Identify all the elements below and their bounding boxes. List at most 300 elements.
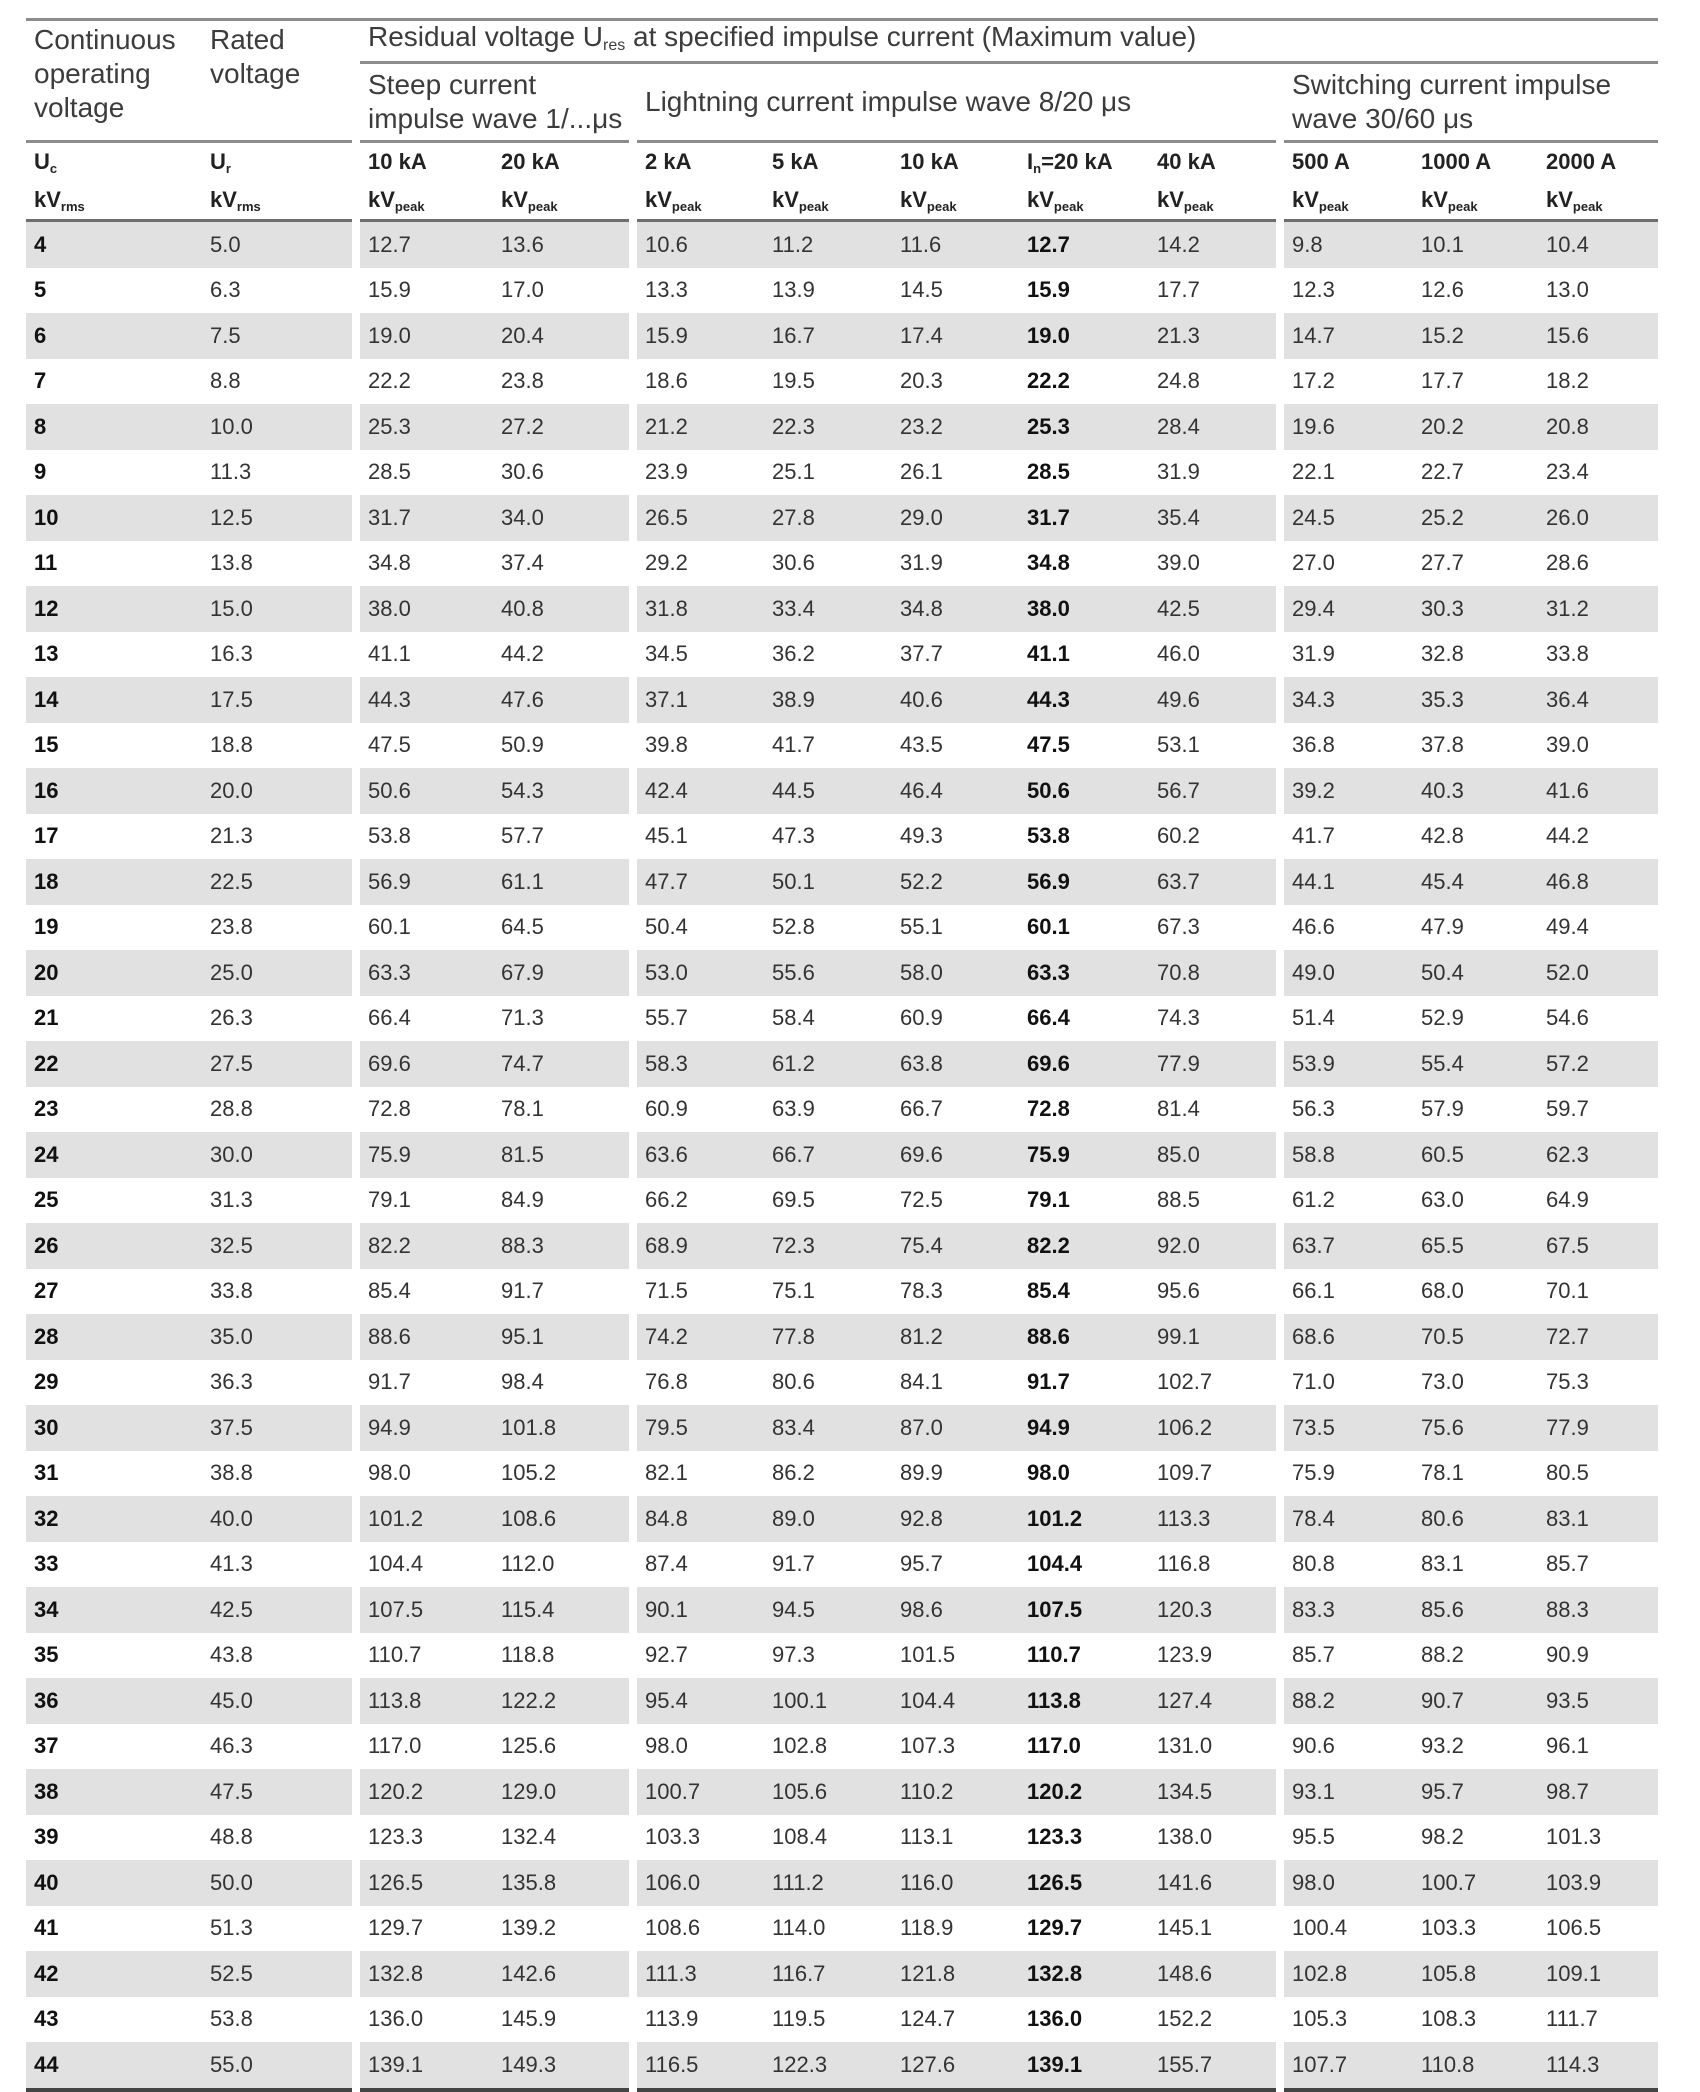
cell-col-7: 136.0 (1027, 2006, 1083, 2032)
cell-col-9: 17.2 (1292, 368, 1335, 394)
cell-col-9: 102.8 (1284, 1951, 1413, 1997)
cell-col-2: 60.1 (368, 914, 411, 940)
cell-col-10: 100.7 (1413, 1860, 1538, 1906)
table-row (26, 359, 1658, 405)
cell-col-10: 103.3 (1421, 1915, 1477, 1941)
cell-col-3: 101.8 (493, 1405, 629, 1451)
cell-col-10: 50.4 (1413, 950, 1538, 996)
cell-col-7: 47.5 (1027, 732, 1070, 758)
cell-col-5: 86.2 (772, 1460, 815, 1486)
cell-col-3: 118.8 (501, 1642, 555, 1668)
cell-col-2: 50.6 (360, 768, 493, 814)
cell-col-9: 22.1 (1292, 459, 1335, 485)
cell-col-8: 134.5 (1149, 1769, 1276, 1815)
cell-col-7: 129.7 (1027, 1915, 1083, 1941)
cell-col-9: 63.7 (1284, 1223, 1413, 1269)
cell-col-1: 27.5 (202, 1041, 352, 1087)
cell-col-11: 52.0 (1538, 950, 1658, 996)
cell-col-9: 58.8 (1284, 1132, 1413, 1178)
cell-col-10: 73.0 (1421, 1369, 1464, 1395)
cell-col-8: 31.9 (1157, 459, 1200, 485)
cell-col-11: 98.7 (1538, 1769, 1658, 1815)
cell-col-10: 47.9 (1421, 914, 1464, 940)
unit-peak-12: $kV_{peak}$ (1284, 181, 1413, 222)
cell-col-6: 66.7 (900, 1096, 943, 1122)
cell-col-2: 126.5 (360, 1860, 493, 1906)
cell-col-5: 75.1 (772, 1278, 815, 1304)
cell-col-5: 61.2 (764, 1041, 892, 1087)
cell-col-1: 11.3 (210, 459, 252, 485)
table-row (26, 1542, 1658, 1588)
cell-col-4: 26.5 (637, 495, 764, 541)
cell-col-1: 55.0 (202, 2042, 352, 2092)
cell-col-2: 28.5 (368, 459, 411, 485)
cell-col-2: 63.3 (360, 950, 493, 996)
cell-col-0: 21 (34, 1005, 59, 1031)
cell-col-1: 23.8 (210, 914, 253, 940)
header-continuous-operating-voltage: Continuous operating voltage (26, 18, 202, 140)
cell-col-1: 53.8 (210, 2006, 253, 2032)
cell-col-11: 77.9 (1538, 1405, 1658, 1451)
cell-col-3: 61.1 (493, 859, 629, 905)
header-rated-voltage: Rated voltage (202, 18, 352, 140)
residual-voltage-table (26, 18, 1658, 2092)
cell-col-3: 132.4 (501, 1824, 557, 1850)
cell-col-6: 40.6 (892, 677, 1019, 723)
cell-col-3: 57.7 (501, 823, 544, 849)
cell-col-7: 82.2 (1019, 1223, 1149, 1269)
cell-col-5: 122.3 (764, 2042, 892, 2092)
cell-col-3: 44.2 (501, 641, 544, 667)
cell-col-5: 83.4 (764, 1405, 892, 1451)
cell-col-11: 114.3 (1538, 2042, 1658, 2092)
cell-col-9: 51.4 (1292, 1005, 1335, 1031)
cell-col-10: 35.3 (1413, 677, 1538, 723)
cell-col-7: 98.0 (1027, 1460, 1070, 1486)
cell-col-0: 5 (34, 277, 47, 303)
cell-col-0: 11 (34, 550, 58, 576)
table-row (26, 723, 1658, 769)
cell-col-10: 110.8 (1413, 2042, 1538, 2092)
cell-col-7: 53.8 (1027, 823, 1070, 849)
cell-col-1: 50.0 (202, 1860, 352, 1906)
symbol-lightning-in-20ka: $I_n=20$ kA (1019, 140, 1149, 181)
unit-peak-13: $kV_{peak}$ (1413, 181, 1538, 222)
cell-col-4: 92.7 (645, 1642, 688, 1668)
cell-col-0: 39 (34, 1824, 59, 1850)
cell-col-2: 41.1 (368, 641, 411, 667)
cell-col-11: 85.7 (1546, 1551, 1589, 1577)
cell-col-11: 36.4 (1538, 677, 1658, 723)
cell-col-7: 107.5 (1019, 1587, 1149, 1633)
cell-col-1: 25.0 (202, 950, 352, 996)
cell-col-5: 52.8 (772, 914, 815, 940)
cell-col-9: 80.8 (1292, 1551, 1335, 1577)
unit-peak-4: $kV_{peak}$ (493, 181, 629, 222)
cell-col-5: 105.6 (764, 1769, 892, 1815)
cell-col-2: 94.9 (360, 1405, 493, 1451)
cell-col-0: 9 (34, 459, 47, 485)
cell-col-11: 41.6 (1538, 768, 1658, 814)
cell-col-11: 33.8 (1546, 641, 1589, 667)
cell-col-1: 15.0 (202, 586, 352, 632)
cell-col-8: 155.7 (1149, 2042, 1276, 2092)
cell-col-11: 101.3 (1546, 1824, 1602, 1850)
header-lightning-current: Lightning current impulse wave 8/20 μs (645, 86, 1132, 117)
cell-col-11: 109.1 (1538, 1951, 1658, 1997)
cell-col-9: 36.8 (1292, 732, 1335, 758)
cell-col-3: 50.9 (501, 732, 544, 758)
cell-col-0: 4 (26, 222, 202, 268)
symbol-steep-20ka: 20 kA (493, 140, 629, 181)
cell-col-0: 20 (26, 950, 202, 996)
cell-col-6: 81.2 (892, 1314, 1019, 1360)
cell-col-0: 26 (26, 1223, 202, 1269)
cell-col-11: 80.5 (1546, 1460, 1589, 1486)
cell-col-10: 27.7 (1421, 550, 1464, 576)
cell-col-3: 84.9 (501, 1187, 544, 1213)
unit-peak-6: $kV_{peak}$ (637, 181, 764, 222)
cell-col-10: 95.7 (1413, 1769, 1538, 1815)
symbol-lightning-5ka: 5 kA (764, 140, 892, 181)
cell-col-4: 23.9 (645, 459, 688, 485)
cell-col-10: 98.2 (1421, 1824, 1464, 1850)
cell-col-1: 26.3 (210, 1005, 253, 1031)
table-body (26, 222, 1658, 2092)
cell-col-4: 60.9 (645, 1096, 688, 1122)
cell-col-2: 120.2 (360, 1769, 493, 1815)
cell-col-2: 88.6 (360, 1314, 493, 1360)
table-row (26, 1587, 1658, 1633)
cell-col-6: 92.8 (892, 1496, 1019, 1542)
cell-col-3: 47.6 (493, 677, 629, 723)
cell-col-9: 19.6 (1284, 404, 1413, 450)
cell-col-8: 14.2 (1149, 222, 1276, 268)
cell-col-6: 14.5 (900, 277, 943, 303)
cell-col-2: 101.2 (360, 1496, 493, 1542)
cell-col-10: 93.2 (1421, 1733, 1464, 1759)
cell-col-5: 66.7 (764, 1132, 892, 1178)
cell-col-10: 70.5 (1413, 1314, 1538, 1360)
cell-col-1: 7.5 (202, 313, 352, 359)
cell-col-10: 108.3 (1421, 2006, 1477, 2032)
cell-col-11: 20.8 (1538, 404, 1658, 450)
cell-col-1: 32.5 (202, 1223, 352, 1269)
cell-col-6: 107.3 (900, 1733, 956, 1759)
cell-col-2: 31.7 (360, 495, 493, 541)
cell-col-3: 78.1 (501, 1096, 544, 1122)
cell-col-5: 91.7 (772, 1551, 815, 1577)
cell-col-6: 31.9 (900, 550, 943, 576)
cell-col-6: 95.7 (900, 1551, 943, 1577)
cell-col-9: 88.2 (1284, 1678, 1413, 1724)
cell-col-6: 11.6 (892, 222, 1019, 268)
cell-col-9: 53.9 (1284, 1041, 1413, 1087)
cell-col-8: 127.4 (1149, 1678, 1276, 1724)
cell-col-4: 42.4 (637, 768, 764, 814)
cell-col-0: 19 (34, 914, 59, 940)
cell-col-4: 58.3 (637, 1041, 764, 1087)
symbol-lightning-40ka: 40 kA (1149, 140, 1276, 181)
cell-col-4: 53.0 (637, 950, 764, 996)
cell-col-10: 63.0 (1421, 1187, 1464, 1213)
cell-col-3: 40.8 (493, 586, 629, 632)
cell-col-2: 91.7 (368, 1369, 411, 1395)
table-row (26, 1951, 1658, 1997)
cell-col-0: 35 (34, 1642, 59, 1668)
cell-col-9: 100.4 (1292, 1915, 1348, 1941)
cell-col-1: 21.3 (210, 823, 253, 849)
cell-col-5: 114.0 (772, 1915, 826, 1941)
cell-col-2: 98.0 (368, 1460, 411, 1486)
cell-col-11: 62.3 (1538, 1132, 1658, 1178)
cell-col-8: 116.8 (1157, 1551, 1211, 1577)
cell-col-6: 89.9 (900, 1460, 943, 1486)
cell-col-7: 34.8 (1027, 550, 1070, 576)
cell-col-11: 28.6 (1546, 550, 1589, 576)
cell-col-7: 110.7 (1027, 1642, 1081, 1668)
cell-col-4: 100.7 (637, 1769, 764, 1815)
cell-col-3: 149.3 (493, 2042, 629, 2092)
cell-col-3: 88.3 (493, 1223, 629, 1269)
cell-col-3: 105.2 (501, 1460, 557, 1486)
header-switching-current: Switching current impulse wave 30/60 μs (1292, 69, 1612, 134)
cell-col-0: 43 (34, 2006, 59, 2032)
cell-col-10: 17.7 (1421, 368, 1464, 394)
cell-col-5: 16.7 (764, 313, 892, 359)
cell-col-5: 25.1 (772, 459, 815, 485)
cell-col-6: 124.7 (900, 2006, 956, 2032)
cell-col-10: 57.9 (1421, 1096, 1464, 1122)
cell-col-7: 63.3 (1019, 950, 1149, 996)
cell-col-8: 67.3 (1157, 914, 1200, 940)
cell-col-8: 141.6 (1149, 1860, 1276, 1906)
cell-col-2: 79.1 (368, 1187, 411, 1213)
cell-col-0: 32 (26, 1496, 202, 1542)
symbol-ur: $U_r$ (202, 140, 352, 181)
cell-col-11: 54.6 (1546, 1005, 1589, 1031)
cell-col-8: 106.2 (1149, 1405, 1276, 1451)
cell-col-11: 90.9 (1546, 1642, 1589, 1668)
unit-rms-0: $kV_{rms}$ (26, 181, 202, 222)
cell-col-10: 88.2 (1421, 1642, 1464, 1668)
cell-col-4: 45.1 (645, 823, 688, 849)
table-row (26, 905, 1658, 951)
cell-col-11: 67.5 (1538, 1223, 1658, 1269)
unit-peak-3: $kV_{peak}$ (360, 181, 493, 222)
cell-col-9: 93.1 (1284, 1769, 1413, 1815)
table-row (26, 1405, 1658, 1451)
cell-col-2: 72.8 (368, 1096, 411, 1122)
cell-col-4: 76.8 (645, 1369, 688, 1395)
table-row (26, 1087, 1658, 1133)
cell-col-4: 63.6 (637, 1132, 764, 1178)
cell-col-0: 7 (34, 368, 47, 394)
cell-col-7: 88.6 (1019, 1314, 1149, 1360)
cell-col-4: 39.8 (645, 732, 688, 758)
cell-col-5: 58.4 (772, 1005, 815, 1031)
cell-col-1: 36.3 (210, 1369, 253, 1395)
cell-col-5: 11.2 (764, 222, 892, 268)
cell-col-2: 25.3 (360, 404, 493, 450)
cell-col-8: 102.7 (1157, 1369, 1213, 1395)
cell-col-2: 34.8 (368, 550, 411, 576)
cell-col-5: 41.7 (772, 732, 815, 758)
cell-col-6: 98.6 (892, 1587, 1019, 1633)
cell-col-0: 44 (26, 2042, 202, 2092)
cell-col-4: 18.6 (645, 368, 688, 394)
cell-col-6: 75.4 (892, 1223, 1019, 1269)
cell-col-2: 15.9 (368, 277, 411, 303)
symbol-steep-10ka: 10 kA (360, 140, 493, 181)
cell-col-9: 71.0 (1292, 1369, 1335, 1395)
cell-col-3: 30.6 (501, 459, 544, 485)
cell-col-9: 68.6 (1284, 1314, 1413, 1360)
cell-col-10: 12.6 (1421, 277, 1464, 303)
cell-col-2: 19.0 (360, 313, 493, 359)
cell-col-2: 129.7 (368, 1915, 424, 1941)
cell-col-10: 90.7 (1413, 1678, 1538, 1724)
cell-col-7: 28.5 (1027, 459, 1070, 485)
table-row (26, 632, 1658, 678)
cell-col-0: 24 (26, 1132, 202, 1178)
cell-col-1: 20.0 (202, 768, 352, 814)
cell-col-8: 123.9 (1157, 1642, 1213, 1668)
cell-col-7: 15.9 (1027, 277, 1070, 303)
cell-col-10: 25.2 (1413, 495, 1538, 541)
unit-peak-14: $kV_{peak}$ (1538, 181, 1658, 222)
cell-col-5: 63.9 (772, 1096, 815, 1122)
cell-col-8: 24.8 (1157, 368, 1200, 394)
cell-col-0: 42 (26, 1951, 202, 1997)
cell-col-4: 10.6 (637, 222, 764, 268)
cell-col-4: 82.1 (645, 1460, 688, 1486)
table-row (26, 1633, 1658, 1679)
cell-col-3: 98.4 (501, 1369, 544, 1395)
cell-col-4: 71.5 (645, 1278, 688, 1304)
cell-col-0: 15 (34, 732, 59, 758)
cell-col-5: 44.5 (764, 768, 892, 814)
table-row (26, 677, 1658, 723)
cell-col-3: 91.7 (501, 1278, 544, 1304)
cell-col-4: 87.4 (645, 1551, 688, 1577)
cell-col-2: 56.9 (360, 859, 493, 905)
cell-col-1: 33.8 (210, 1278, 253, 1304)
cell-col-11: 26.0 (1538, 495, 1658, 541)
cell-col-6: 29.0 (892, 495, 1019, 541)
cell-col-2: 22.2 (368, 368, 411, 394)
table-row (26, 768, 1658, 814)
cell-col-6: 116.0 (892, 1860, 1019, 1906)
cell-col-5: 69.5 (772, 1187, 815, 1213)
table-row (26, 1360, 1658, 1406)
table-row (26, 1815, 1658, 1861)
cell-col-8: 113.3 (1149, 1496, 1276, 1542)
cell-col-8: 77.9 (1149, 1041, 1276, 1087)
table-row (26, 1451, 1658, 1497)
cell-col-10: 65.5 (1413, 1223, 1538, 1269)
cell-col-9: 107.7 (1284, 2042, 1413, 2092)
cell-col-3: 108.6 (493, 1496, 629, 1542)
table-row (26, 541, 1658, 587)
cell-col-11: 31.2 (1538, 586, 1658, 632)
cell-col-0: 38 (26, 1769, 202, 1815)
cell-col-3: 145.9 (501, 2006, 557, 2032)
cell-col-0: 28 (26, 1314, 202, 1360)
cell-col-8: 63.7 (1149, 859, 1276, 905)
cell-col-3: 71.3 (501, 1005, 544, 1031)
table-row (26, 1178, 1658, 1224)
table-row (26, 950, 1658, 996)
cell-col-6: 113.1 (900, 1824, 954, 1850)
cell-col-6: 37.7 (900, 641, 943, 667)
cell-col-8: 88.5 (1157, 1187, 1200, 1213)
cell-col-9: 27.0 (1292, 550, 1335, 576)
cell-col-11: 75.3 (1546, 1369, 1589, 1395)
cell-col-3: 129.0 (493, 1769, 629, 1815)
cell-col-10: 22.7 (1421, 459, 1464, 485)
cell-col-3: 112.0 (501, 1551, 555, 1577)
cell-col-5: 100.1 (764, 1678, 892, 1724)
cell-col-10: 68.0 (1421, 1278, 1464, 1304)
cell-col-2: 123.3 (368, 1824, 424, 1850)
cell-col-1: 37.5 (202, 1405, 352, 1451)
cell-col-1: 35.0 (202, 1314, 352, 1360)
cell-col-11: 46.8 (1538, 859, 1658, 905)
cell-col-6: 58.0 (892, 950, 1019, 996)
cell-col-9: 46.6 (1292, 914, 1335, 940)
cell-col-9: 85.7 (1292, 1642, 1335, 1668)
cell-col-4: 98.0 (645, 1733, 688, 1759)
table-row (26, 586, 1658, 632)
table-row (26, 495, 1658, 541)
cell-col-5: 27.8 (764, 495, 892, 541)
cell-col-4: 55.7 (645, 1005, 688, 1031)
cell-col-6: 34.8 (892, 586, 1019, 632)
cell-col-10: 85.6 (1413, 1587, 1538, 1633)
cell-col-3: 64.5 (501, 914, 544, 940)
cell-col-11: 72.7 (1538, 1314, 1658, 1360)
cell-col-1: 13.8 (210, 550, 253, 576)
cell-col-11: 39.0 (1546, 732, 1589, 758)
cell-col-1: 41.3 (210, 1551, 253, 1577)
cell-col-9: 78.4 (1284, 1496, 1413, 1542)
cell-col-6: 72.5 (900, 1187, 943, 1213)
symbol-lightning-10ka: 10 kA (892, 140, 1019, 181)
table-row (26, 268, 1658, 314)
cell-col-11: 13.0 (1546, 277, 1589, 303)
cell-col-9: 66.1 (1292, 1278, 1335, 1304)
cell-col-9: 9.8 (1284, 222, 1413, 268)
cell-col-7: 38.0 (1019, 586, 1149, 632)
cell-col-4: 29.2 (645, 550, 688, 576)
cell-col-0: 8 (26, 404, 202, 450)
cell-col-3: 122.2 (493, 1678, 629, 1724)
cell-col-1: 16.3 (210, 641, 253, 667)
table-row (26, 1496, 1658, 1542)
cell-col-9: 95.5 (1292, 1824, 1335, 1850)
cell-col-2: 38.0 (360, 586, 493, 632)
residual-voltage-table-container (26, 18, 1658, 2092)
cell-col-7: 94.9 (1019, 1405, 1149, 1451)
cell-col-1: 22.5 (202, 859, 352, 905)
cell-col-4: 50.4 (645, 914, 688, 940)
cell-col-5: 97.3 (772, 1642, 815, 1668)
cell-col-11: 15.6 (1538, 313, 1658, 359)
cell-col-2: 136.0 (368, 2006, 424, 2032)
cell-col-6: 118.9 (900, 1915, 954, 1941)
cell-col-3: 27.2 (493, 404, 629, 450)
